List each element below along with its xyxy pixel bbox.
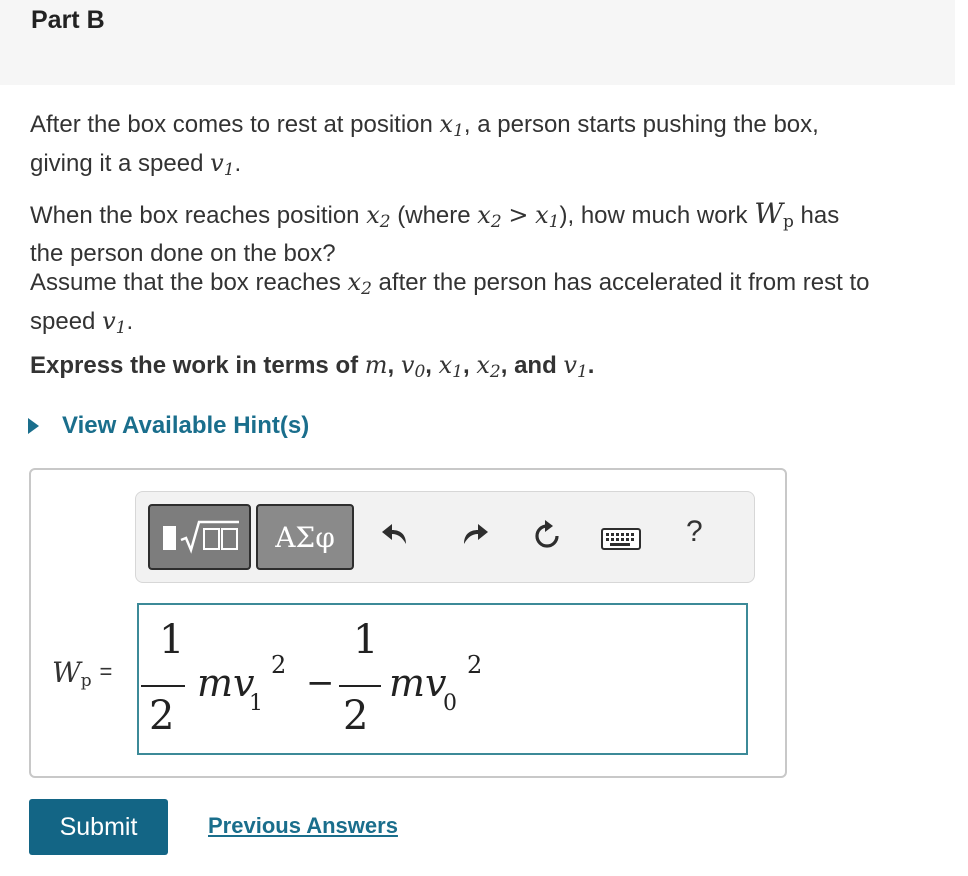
term-2: mv bbox=[389, 661, 447, 705]
part-header bbox=[0, 0, 955, 85]
submit-button[interactable]: Submit bbox=[29, 799, 168, 855]
term-2-exponent: 2 bbox=[467, 651, 483, 679]
fraction-2-denominator: 2 bbox=[343, 693, 369, 739]
help-icon[interactable]: ? bbox=[686, 515, 703, 548]
reset-icon[interactable] bbox=[533, 520, 561, 555]
templates-button[interactable] bbox=[148, 504, 251, 570]
fraction-2-bar bbox=[339, 685, 381, 687]
view-hints-link[interactable]: View Available Hint(s) bbox=[28, 412, 309, 440]
part-title: Part B bbox=[31, 6, 105, 34]
templates-icon bbox=[157, 514, 243, 560]
previous-answers-link[interactable]: Previous Answers bbox=[208, 813, 398, 838]
fraction-1-bar bbox=[141, 685, 185, 687]
greek-symbols-button[interactable]: ΑΣφ bbox=[256, 504, 354, 570]
question-paragraph-1: After the box comes to rest at position x1, a person starts pushing the box, giving it a speed v1. bbox=[30, 110, 819, 180]
question-paragraph-3: Assume that the box reaches x2 after the person has accelerated it from rest to speed v1. bbox=[30, 268, 870, 338]
disclosure-triangle-icon bbox=[28, 418, 39, 434]
fraction-1-numerator: 1 bbox=[159, 617, 185, 663]
redo-icon[interactable] bbox=[460, 520, 490, 551]
term-1-subscript: 1 bbox=[249, 691, 263, 716]
answer-input[interactable] bbox=[137, 603, 748, 755]
term-1-exponent: 2 bbox=[271, 651, 287, 679]
answer-label: Wp = bbox=[52, 656, 113, 691]
term-2-subscript: 0 bbox=[443, 691, 457, 716]
fraction-2-numerator: 1 bbox=[353, 617, 379, 663]
question-paragraph-2: When the box reaches position x2 (where x2 > x1), how much work $W_p$ has the person done on the box? bbox=[30, 197, 840, 267]
fraction-1-denominator: 2 bbox=[149, 693, 175, 739]
minus-sign: − bbox=[306, 663, 335, 703]
keyboard-icon[interactable] bbox=[601, 528, 641, 555]
term-1: mv bbox=[197, 661, 255, 705]
undo-icon[interactable] bbox=[380, 520, 410, 551]
question-instruction: Express the work in terms of m, v0, x1, x2, and v1. bbox=[30, 351, 595, 382]
